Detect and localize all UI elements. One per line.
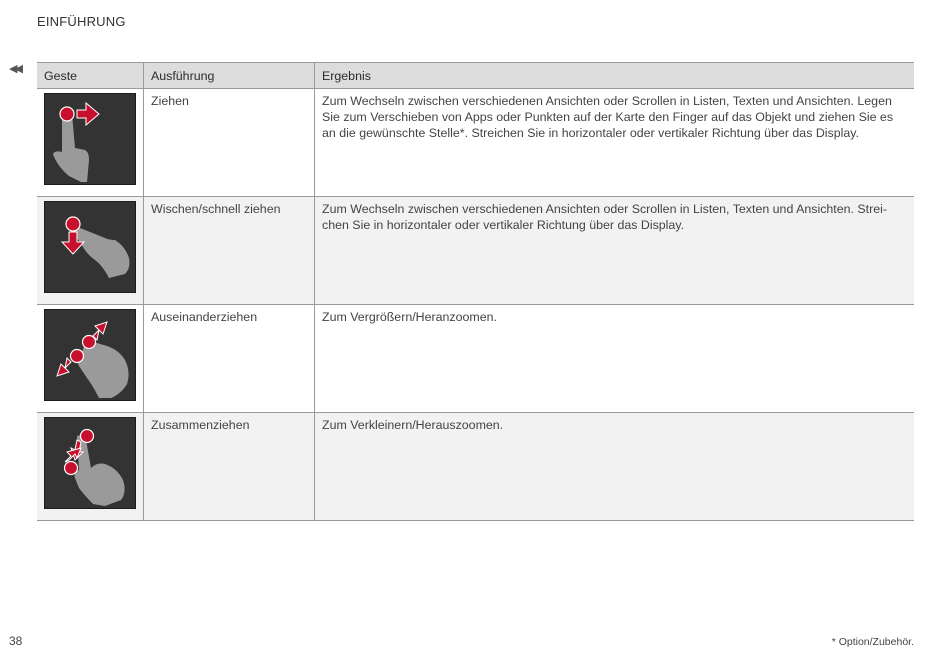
result-cell: Zum Wechseln zwischen verschiedenen Ansichten oder Scrollen in Listen, Texten und Ansichten. Strei-chen Sie in horizontaler oder vertikaler Richtung über das Display. (315, 197, 915, 305)
execution-cell: Auseinanderziehen (144, 305, 315, 413)
result-cell: Zum Vergrößern/Heranzoomen. (315, 305, 915, 413)
table-row (37, 89, 914, 197)
execution-cell: Zusammenziehen (144, 413, 315, 521)
pinch-gesture-icon (44, 417, 136, 509)
column-header-execution: Ausführung (144, 63, 315, 89)
table-row (37, 305, 914, 413)
drag-gesture-icon (44, 93, 136, 185)
execution-cell: Wischen/schnell ziehen (144, 197, 315, 305)
footnote: * Option/Zubehör. (831, 636, 914, 648)
double-left-triangle-icon[interactable]: ◀◀ (9, 63, 20, 75)
execution-cell: Ziehen (144, 89, 315, 197)
table-header-row (37, 63, 914, 89)
column-header-gesture: Geste (37, 63, 144, 89)
gesture-icon-cell (37, 197, 144, 305)
gesture-icon-cell (37, 305, 144, 413)
column-header-result: Ergebnis (315, 63, 915, 89)
section-title: EINFÜHRUNG (37, 14, 126, 29)
result-cell: Zum Wechseln zwischen verschiedenen Ansichten oder Scrollen in Listen, Texten und Ansichten. Legen Sie zum Verschieben von Apps oder Punkten auf der Karte den Finger auf das Objekt und ziehen Sie es an die gewünschte Stelle*. Streichen Sie in horizontaler oder vertikaler Richtung über das Display. (315, 89, 915, 197)
gesture-table (37, 62, 914, 521)
table-row (37, 413, 914, 521)
result-cell: Zum Verkleinern/Herauszoomen. (315, 413, 915, 521)
table-row (37, 197, 914, 305)
page-number: 38 (9, 634, 23, 648)
gesture-icon-cell (37, 413, 144, 521)
gesture-icon-cell (37, 89, 144, 197)
spread-gesture-icon (44, 309, 136, 401)
swipe-gesture-icon (44, 201, 136, 293)
